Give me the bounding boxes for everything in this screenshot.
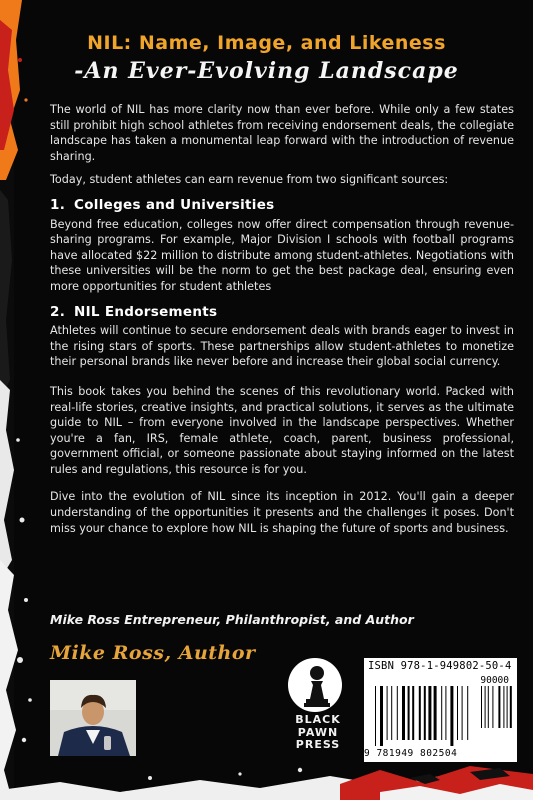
barcode-bar: [467, 686, 468, 740]
barcode-bar: [492, 686, 493, 728]
section-heading-colleges: [50, 198, 514, 214]
closing-paragraph: This book takes you behind the scenes of this revolutionary world. Packed with real-life stories, creative insights, and practical solutions, it serves as the ultimate guide to NIL – from everyone involved in the landscape perspectives. Whether you're a fan, IRS, female athlete, coach, parent, business professional, government official, or someone passionate about staying informed on the latest rules and regulations, this resource is for you.: [50, 384, 514, 476]
barcode-bar: [457, 686, 458, 740]
section-text-colleges: Beyond free education, colleges now offer direct compensation through revenue-sharing programs. For example, Major Division I schools with football programs have allocated $22 million to distribute among student-athletes. Negotiations with these universities will be the norm to get the best package deal, ensuring even more opportunities for student athletes: [50, 217, 514, 293]
closing-paragraph-2: Dive into the evolution of NIL since its inception in 2012. You'll gain a deeper understanding of the opportunities it presents and the challenges it poses. Don't miss your chance to explore how NIL is shaping the future of sports and business.: [50, 490, 514, 535]
section-text-endorsements: Athletes will continue to secure endorsement deals with brands eager to invest in the rising stars of sports. These partnerships allow student-athletes to monetize their personal brands like never before and increase their global social currency.: [50, 324, 514, 369]
barcode-bar: [434, 686, 437, 740]
pawn-icon: [286, 656, 346, 716]
barcode-bar: [408, 686, 410, 740]
barcode-bar: [397, 686, 398, 740]
intro-paragraph: The world of NIL has more clarity now than ever before. While only a few states still prohibit high school athletes from receiving endorsement deals, the collegiate landscape has taken a monumental leap forward with the introduction of revenue sharing.: [50, 103, 514, 163]
description-body: [50, 102, 514, 544]
barcode-bar: [412, 686, 414, 740]
author-signature: Mike Ross, Author: [50, 642, 256, 664]
isbn-barcode: [364, 658, 517, 762]
barcode-bar: [450, 686, 453, 746]
barcode-bar: [419, 686, 421, 740]
book-title: NIL: Name, Image, and Likeness: [87, 32, 446, 54]
barcode-bar: [375, 686, 376, 746]
section-number: 2.: [50, 303, 66, 320]
barcode-bar: [462, 686, 463, 740]
publisher-line: PRESS: [295, 738, 341, 751]
author-photo: [50, 680, 136, 756]
barcode-bar: [391, 686, 392, 740]
section-number: 1.: [50, 196, 66, 213]
publisher-name: [278, 714, 358, 752]
price-code: 90000: [480, 675, 509, 686]
grunge-left-border: [0, 0, 40, 800]
section-title: NIL Endorsements: [74, 303, 218, 320]
barcode-bar: [503, 686, 504, 728]
barcode-bar: [445, 686, 446, 740]
book-subtitle: -An Ever-Evolving Landscape: [74, 58, 459, 84]
section-heading-endorsements: [50, 305, 514, 321]
barcode-bar: [510, 686, 512, 728]
ean-number: 9 781949 802504: [364, 748, 458, 759]
barcode-bar: [488, 686, 489, 728]
intro-sources-line: Today, student athletes can earn revenue from two significant sources:: [50, 173, 449, 187]
publisher-line: BLACK: [295, 713, 341, 726]
barcode-bar: [507, 686, 508, 728]
barcode-bar: [380, 686, 383, 746]
section-title: Colleges and Universities: [74, 196, 275, 213]
barcode-bar: [498, 686, 500, 728]
publisher-line: PAWN: [297, 725, 339, 739]
price-barcode-bars: [480, 686, 512, 734]
barcode-bar: [481, 686, 482, 728]
barcode-bar: [485, 686, 486, 728]
barcode-bar: [441, 686, 442, 740]
author-byline: Mike Ross Entrepreneur, Philanthropist, and Author: [50, 612, 414, 627]
barcode-bars: [374, 686, 474, 746]
isbn-number: ISBN 978-1-949802-50-4: [368, 660, 512, 672]
barcode-bar: [402, 686, 405, 740]
barcode-bar: [428, 686, 431, 740]
barcode-bar: [387, 686, 388, 740]
barcode-bar: [424, 686, 426, 740]
